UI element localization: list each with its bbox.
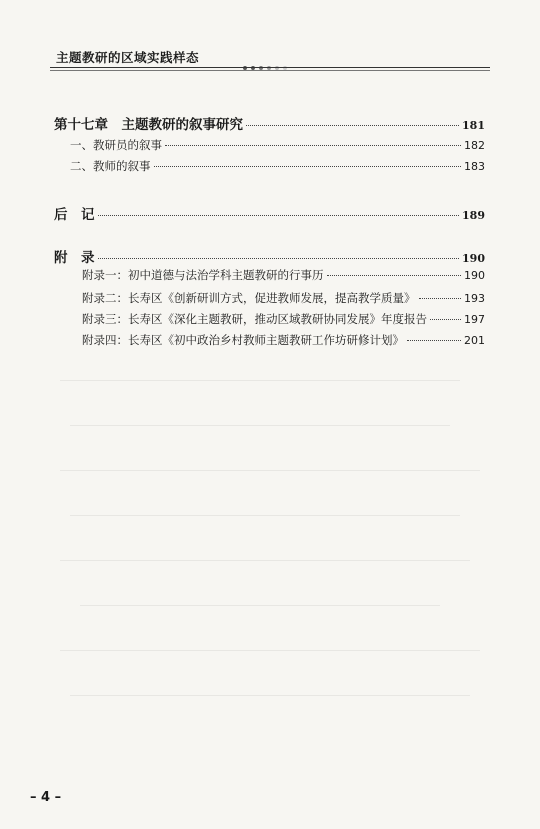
toc-appendix-2[interactable] [82,290,485,306]
header-rule [50,67,490,68]
toc-entry-title: 附 录 [54,250,95,266]
toc-entry-title: 第十七章 主题教研的叙事研究 [54,117,243,133]
toc-entry-title: 后 记 [54,207,95,223]
header-dots-ornament [243,55,291,74]
dot-leader [165,145,461,146]
dot-leader [407,340,461,341]
toc-page-number: 189 [462,209,485,222]
toc-page-number: 197 [464,313,485,326]
toc-page-number: 201 [464,334,485,347]
toc-appendix-3[interactable] [82,311,485,327]
toc-appendix-4[interactable] [82,332,485,348]
dot-leader [327,275,462,276]
toc-page-number: 193 [464,292,485,305]
toc-page-number: 190 [464,269,485,282]
toc-chapter-17[interactable] [54,113,485,133]
toc-section-1[interactable] [70,137,485,153]
toc-page-number: 182 [464,139,485,152]
dot-leader [98,258,460,259]
toc-section-2[interactable] [70,158,485,174]
dot-leader [154,166,462,167]
header-title: 主题教研的区域实践样态 [56,50,200,65]
toc-page-number: 181 [462,119,485,132]
toc-entry-title: 附录三：长寿区《深化主题教研，推动区域教研协同发展》年度报告 [82,312,427,326]
running-header [50,46,490,68]
dot-leader [430,319,461,320]
toc-entry-title: 附录一：初中道德与法治学科主题教研的行事历 [82,268,324,282]
page-number: – 4 – [30,790,62,805]
toc-entry-title: 附录四：长寿区《初中政治乡村教师主题教研工作坊研修计划》 [82,333,404,347]
toc-page-number: 183 [464,160,485,173]
toc-page-number: 190 [462,252,485,265]
toc-entry-title: 二、教师的叙事 [70,159,151,173]
toc-entry-title: 附录二：长寿区《创新研训方式，促进教师发展，提高教学质量》 [82,291,416,305]
dot-leader [419,298,462,299]
toc-postscript[interactable] [54,203,485,223]
dot-leader [246,125,459,126]
show-through-texture [0,350,540,769]
toc-entry-title: 一、教研员的叙事 [70,138,162,152]
dot-leader [98,215,460,216]
toc-appendix[interactable] [54,246,485,266]
toc-appendix-1[interactable] [82,267,485,283]
header-rule-thin [50,70,490,71]
